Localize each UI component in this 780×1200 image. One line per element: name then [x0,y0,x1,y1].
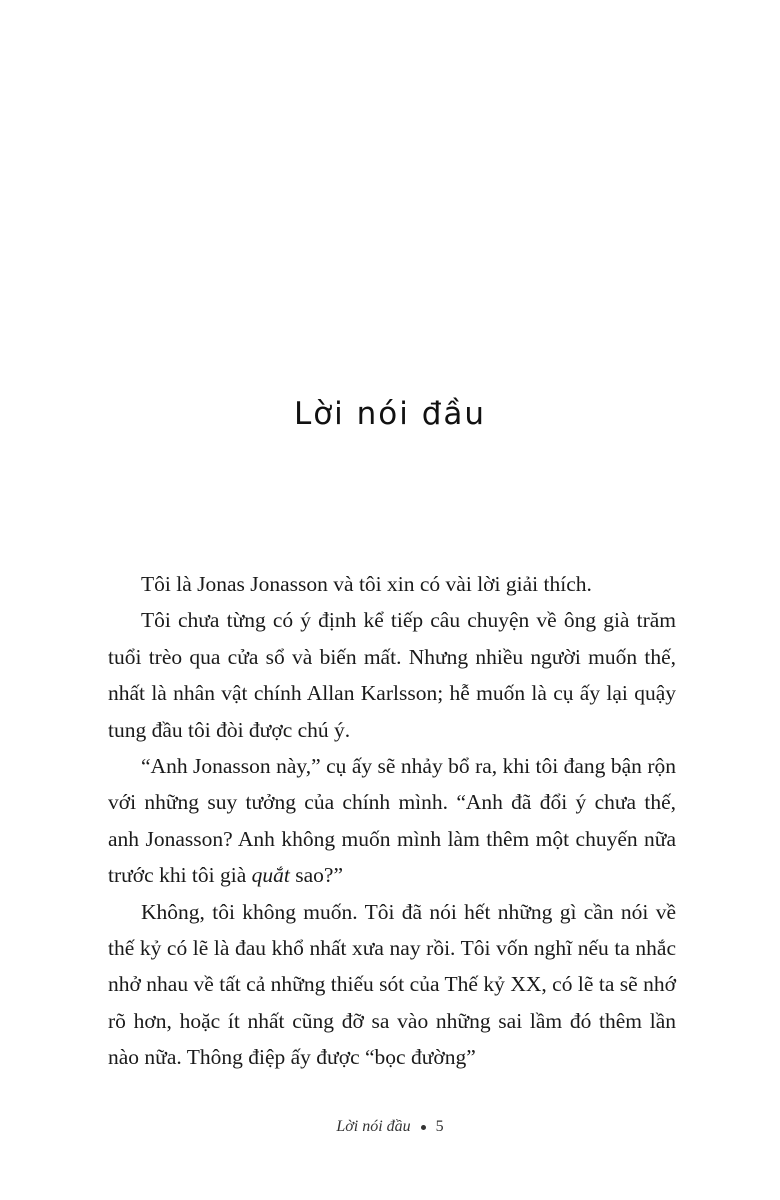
body-text [108,566,676,1076]
paragraph-4: Không, tôi không muốn. Tôi đã nói hết những gì cần nói về thế kỷ có lẽ là đau khổ nhất xưa nay rồi. Tôi vốn nghĩ nếu ta nhắc nhở nhau về tất cả những thiếu sót của Thế kỷ XX, có lẽ ta sẽ nhớ rõ hơn, hoặc ít nhất cũng đỡ sa vào những sai lầm đó thêm lần nào nữa. Thông điệp ấy được “bọc đường” [108,899,676,1070]
page-footer [0,1118,780,1136]
paragraph-3-before: “Anh Jonasson này,” cụ ấy sẽ nhảy bổ ra, khi tôi đang bận rộn với những suy tưởng của chính mình. “Anh đã đổi ý chưa thế, anh Jonasson? Anh không muốn mình làm thêm một chuyến nữa trước khi tôi già [108,754,676,888]
bullet-separator-icon [421,1125,426,1130]
paragraph-3-after: sao?” [289,863,343,888]
paragraph-2: Tôi chưa từng có ý định kể tiếp câu chuyện về ông già trăm tuổi trèo qua cửa sổ và biến mất. Nhưng nhiều người muốn thế, nhất là nhân vật chính Allan Karlsson; hễ muốn là cụ ấy lại quậy tung đầu tôi đòi được chú ý. [108,608,676,742]
paragraph-1: Tôi là Jonas Jonasson và tôi xin có vài lời giải thích. [141,572,592,596]
running-title: Lời nói đầu [336,1118,411,1135]
chapter-title: Lời nói đầu [293,396,487,432]
paragraph-3 [108,748,676,894]
paragraph-3-emphasis: quắt [251,863,290,888]
page-number: 5 [435,1118,444,1135]
